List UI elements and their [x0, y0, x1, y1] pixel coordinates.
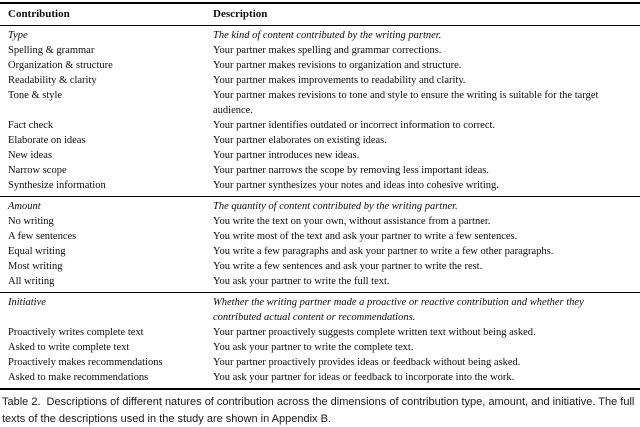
- row-description: Your partner makes improvements to readability and clarity.: [213, 75, 466, 86]
- row-label: A few sentences: [8, 231, 77, 242]
- row-description: Your partner identifies outdated or incorrect information to correct.: [213, 120, 496, 131]
- row-label: New ideas: [8, 150, 53, 161]
- row-label: Equal writing: [8, 246, 66, 257]
- table-rule-bottom: [0, 388, 640, 390]
- table-body: [0, 26, 640, 388]
- section-header-row: [0, 199, 640, 214]
- row-description: You write a few paragraphs and ask your partner to write a few other paragraphs.: [213, 246, 554, 257]
- row-label: Elaborate on ideas: [8, 135, 86, 146]
- table-row: [0, 58, 640, 73]
- section-header-row: [0, 295, 640, 325]
- row-description: Your partner synthesizes your notes and ideas into cohesive writing.: [213, 180, 499, 191]
- caption-text: Descriptions of different natures of contribution across the dimensions of contribution type, amount, and initiative. The full texts of the descriptions used in the study are shown in Appendix B.: [2, 396, 635, 425]
- table-row: [0, 214, 640, 229]
- row-description: Your partner introduces new ideas.: [213, 150, 360, 161]
- column-header-contribution: Contribution: [8, 8, 70, 20]
- row-description: Your partner makes revisions to tone and style to ensure the writing is suitable for the target audience.: [213, 90, 599, 116]
- table-row: [0, 244, 640, 259]
- row-label: Asked to write complete text: [8, 342, 130, 353]
- row-label: Proactively makes recommendations: [8, 357, 163, 368]
- row-label: Synthesize information: [8, 180, 106, 191]
- row-description: You ask your partner for ideas or feedback to incorporate into the work.: [213, 372, 515, 383]
- table-row: [0, 73, 640, 88]
- row-description: Your partner proactively provides ideas or feedback without being asked.: [213, 357, 521, 368]
- caption-label: Table 2.: [2, 396, 41, 408]
- table-row: [0, 118, 640, 133]
- section-summary: The kind of content contributed by the writing partner.: [213, 30, 442, 41]
- table-section: [0, 26, 640, 196]
- row-description: Your partner makes spelling and grammar corrections.: [213, 45, 442, 56]
- table-row: [0, 325, 640, 340]
- section-summary: The quantity of content contributed by the writing partner.: [213, 201, 458, 212]
- row-label: Organization & structure: [8, 60, 113, 71]
- table-row: [0, 88, 640, 118]
- table-row: [0, 355, 640, 370]
- table-row: [0, 340, 640, 355]
- section-label: Type: [8, 30, 28, 41]
- column-header-description: Description: [213, 8, 268, 20]
- row-label: Proactively writes complete text: [8, 327, 144, 338]
- table-row: [0, 148, 640, 163]
- row-description: You write the text on your own, without assistance from a partner.: [213, 216, 491, 227]
- row-label: Fact check: [8, 120, 54, 131]
- table-row: [0, 43, 640, 58]
- table-caption: [2, 394, 638, 427]
- table-header-row: [0, 4, 640, 25]
- row-label: All writing: [8, 276, 55, 287]
- row-description: You ask your partner to write the complete text.: [213, 342, 414, 353]
- row-description: You write a few sentences and ask your partner to write the rest.: [213, 261, 483, 272]
- row-description: You ask your partner to write the full text.: [213, 276, 390, 287]
- section-label: Initiative: [8, 297, 46, 308]
- table-row: [0, 274, 640, 289]
- row-description: You write most of the text and ask your partner to write a few sentences.: [213, 231, 518, 242]
- section-summary: Whether the writing partner made a proactive or reactive contribution and whether they contributed actual content or recommendations.: [213, 297, 584, 323]
- row-description: Your partner makes revisions to organization and structure.: [213, 60, 462, 71]
- table-row: [0, 178, 640, 193]
- table-row: [0, 163, 640, 178]
- row-label: Tone & style: [8, 90, 63, 101]
- table-row: [0, 229, 640, 244]
- row-label: Asked to make recommendations: [8, 372, 149, 383]
- row-label: Readability & clarity: [8, 75, 97, 86]
- table-section: [0, 292, 640, 388]
- table-row: [0, 259, 640, 274]
- row-label: No writing: [8, 216, 54, 227]
- row-description: Your partner narrows the scope by removing less important ideas.: [213, 165, 489, 176]
- row-label: Spelling & grammar: [8, 45, 95, 56]
- contribution-table: [0, 2, 640, 390]
- section-header-row: [0, 28, 640, 43]
- table-row: [0, 370, 640, 385]
- section-label: Amount: [8, 201, 41, 212]
- table-section: [0, 196, 640, 292]
- row-label: Most writing: [8, 261, 63, 272]
- table-row: [0, 133, 640, 148]
- row-description: Your partner elaborates on existing ideas.: [213, 135, 387, 146]
- row-description: Your partner proactively suggests complete written text without being asked.: [213, 327, 536, 338]
- row-label: Narrow scope: [8, 165, 67, 176]
